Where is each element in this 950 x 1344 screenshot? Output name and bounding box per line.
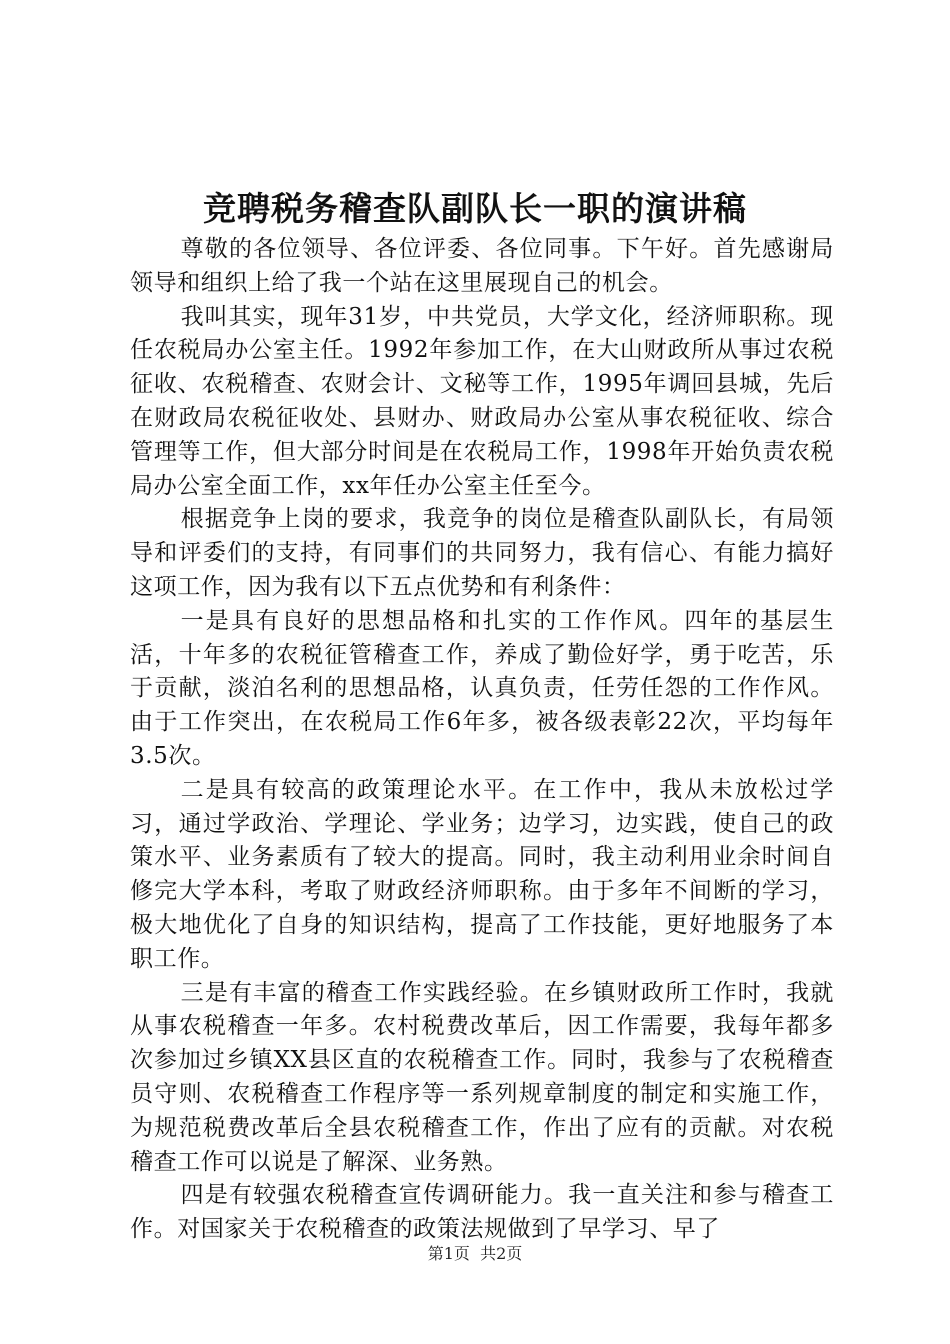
paragraph-greeting: 尊敬的各位领导、各位评委、各位同事。下午好。首先感谢局领导和组织上给了我一个站在这里展现自己的机会。 [130,236,834,296]
paragraph-advantage-four: 四是有较强农税稽查宣传调研能力。我一直关注和参与稽查工作。对国家关于农税稽查的政策法规做到了早学习、早了 [130,1182,834,1243]
document-title: 竞聘税务稽查队副队长一职的演讲稿 [203,189,747,228]
page-number-footer: 第1页 共2页 [427,1244,523,1263]
paragraph-position-statement: 根据竞争上岗的要求，我竞争的岗位是稽查队副队长，有局领导和评委们的支持，有同事们的共同努力，我有信心、有能力搞好这项工作，因为我有以下五点优势和有利条件： [130,506,834,600]
paragraph-self-introduction: 我叫其实，现年31岁，中共党员，大学文化，经济师职称。现任农税局办公室主任。1992年参加工作，在大山财政所从事过农税征收、农税稽查、农财会计、文秘等工作，1995年调回县城，先后在财政局农税征收处、县财办、财政局办公室从事农税征收、综合管理等工作，但大部分时间是在农税局工作，1998年开始负责农税局办公室全面工作，xx年任办公室主任至今。 [130,303,834,499]
paragraph-advantage-one: 一是具有良好的思想品格和扎实的工作作风。四年的基层生活，十年多的农税征管稽查工作，养成了勤俭好学，勇于吃苦，乐于贡献，淡泊名利的思想品格，认真负责，任劳任怨的工作作风。由于工作突出，在农税局工作6年多，被各级表彰22次，平均每年3.5次。 [130,607,834,769]
document-body [130,233,834,1247]
paragraph-advantage-two: 二是具有较高的政策理论水平。在工作中，我从未放松过学习，通过学政治、学理论、学业务；边学习，边实践，使自己的政策水平、业务素质有了较大的提高。同时，我主动利用业余时间自修完大学本科，考取了财政经济师职称。由于多年不间断的学习，极大地优化了自身的知识结构，提高了工作技能，更好地服务了本职工作。 [130,776,834,972]
paragraph-advantage-three: 三是有丰富的稽查工作实践经验。在乡镇财政所工作时，我就从事农税稽查一年多。农村税费改革后，因工作需要，我每年都多次参加过乡镇XX县区直的农税稽查工作。同时，我参与了农税稽查员守则、农税稽查工作程序等一系列规章制度的制定和实施工作，为规范税费改革后全县农税稽查工作，作出了应有的贡献。对农税稽查工作可以说是了解深、业务熟。 [130,979,834,1175]
